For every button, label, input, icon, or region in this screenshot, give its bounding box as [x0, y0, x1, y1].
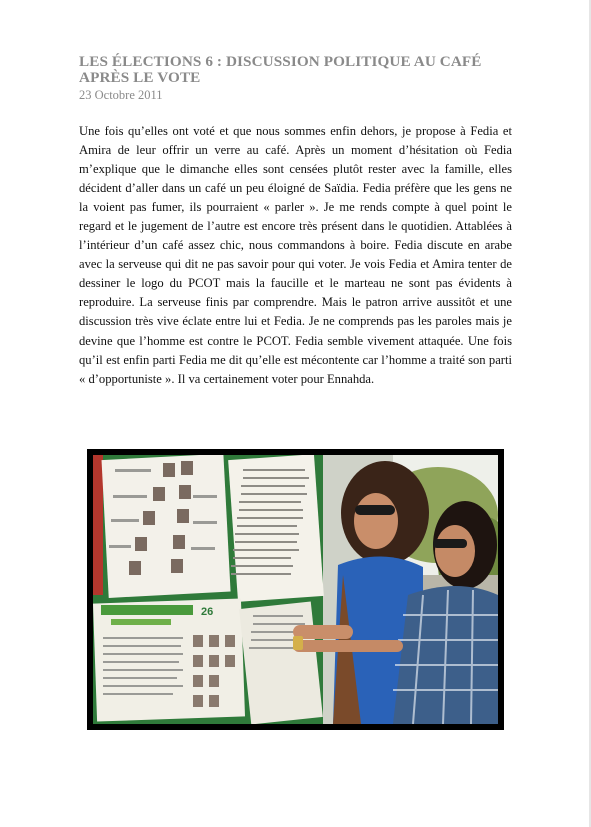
- red-strip: [93, 455, 103, 595]
- green-headline-poster: [93, 598, 245, 721]
- photo-illustration: [93, 455, 498, 724]
- election-poster-photo: [93, 455, 498, 724]
- article-title: LES ÉLECTIONS 6 : DISCUSSION POLITIQUE AU CAFÉ APRÈS LE VOTE: [79, 53, 482, 86]
- photo-frame: [87, 449, 504, 730]
- candidate-poster: [102, 455, 231, 598]
- article-date: 23 Octobre 2011: [79, 88, 163, 102]
- poster-number: 26: [201, 606, 214, 618]
- article-body: Une fois qu’elles ont voté et que nous sommes enfin dehors, je propose à Fedia et Amira de leur offrir un verre au café. Après un moment d’hésitation où Fedia m’explique que le dimanche elles sont censées plutôt rester avec la famille, elles décident d’aller dans un café un peu éloigné de Saïdia. Fedia préfère que les gens ne la voient pas fumer, ils pourraient « parler ». Je me rends compte à quel point le regard et le jugement de l’autre est encore très présent dans le quotidien. Attablées à l’intérieur d’un café assez chic, nous commandons à boire. Fedia discute en arabe avec la serveuse qui dit ne pas savoir pour qui voter. Je vois Fedia et Amira tenter de dessiner le logo du PCOT mais la faucille et le marteau ne sont pas évidents à reproduire. La serveuse finis par comprendre. Mais le patron arrive aussitôt et une discussion très vive éclate entre lui et Fedia. Je ne comprends pas les paroles mais je devine que l’homme est contre le PCOT. Fedia semble vivement attaquée. Une fois qu’il est enfin parti Fedia me dit qu’elle est mécontente car l’homme a traité son parti « d’opportuniste ». Il va certainement voter pour Ennahda.: [79, 124, 512, 386]
- text-poster: [228, 455, 324, 602]
- lower-right-poster: [239, 602, 323, 724]
